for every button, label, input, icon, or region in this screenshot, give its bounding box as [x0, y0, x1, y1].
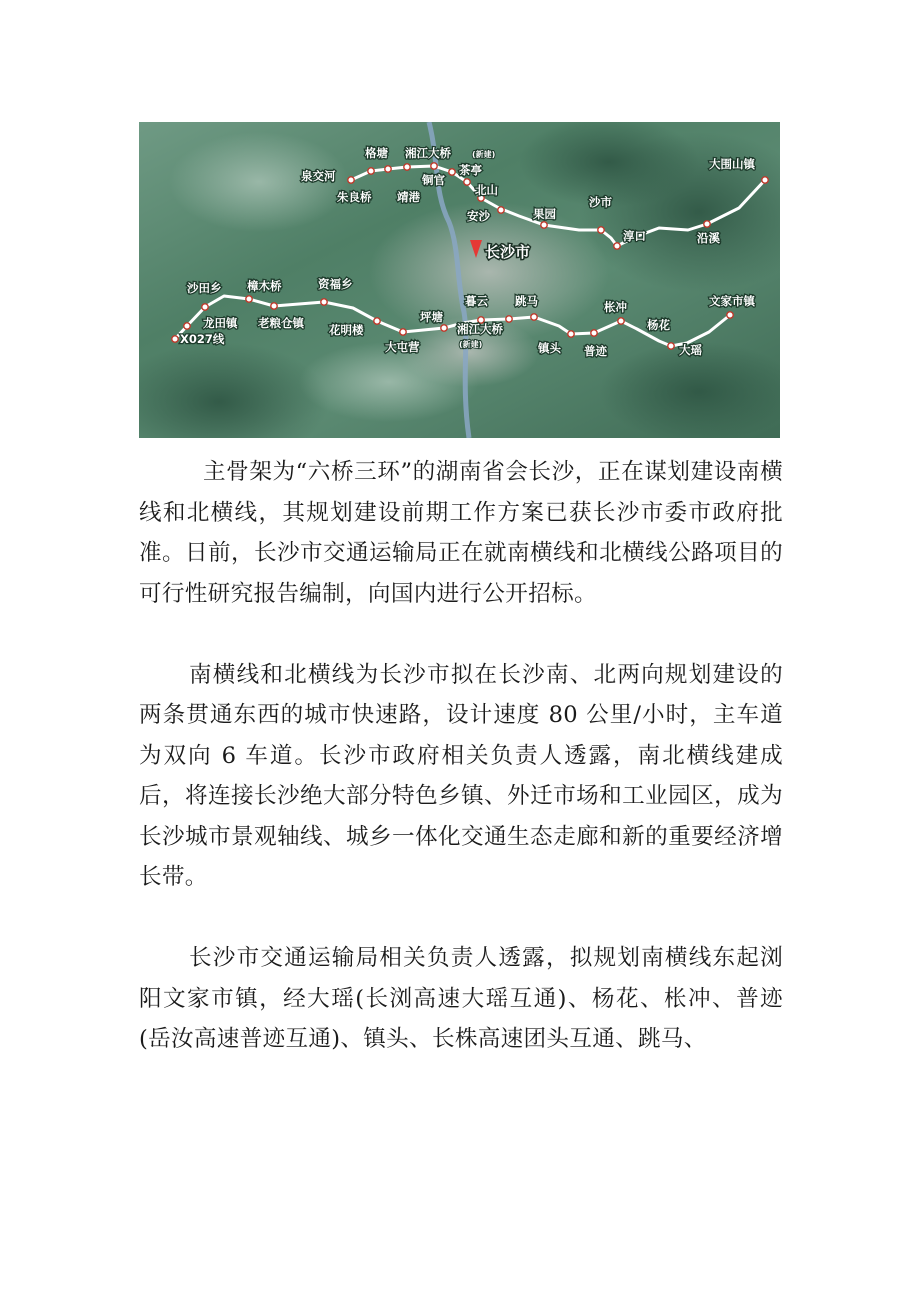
map-label-south: 龙田镇: [203, 316, 238, 330]
map-label-north: 靖港: [397, 190, 420, 204]
paragraph-spacer: [139, 614, 783, 655]
route-map-canvas: [139, 122, 780, 438]
map-label-south: 镇头: [538, 341, 561, 355]
map-label-south: 老粮仓镇: [258, 316, 304, 330]
article-body: [139, 452, 783, 1060]
map-label-south: 杨花: [647, 318, 670, 332]
map-label-south: (新建): [459, 340, 483, 349]
map-label-north: 湘江大桥: [405, 146, 451, 160]
map-label-south: X027线: [180, 332, 225, 346]
map-label-south: 樟木桥: [247, 279, 282, 293]
map-label-north: 泉交河: [301, 169, 336, 183]
map-label-north: 茶亭: [459, 163, 482, 177]
article-paragraph: 主骨架为“六桥三环”的湖南省会长沙，正在谋划建设南横线和北横线，其规划建设前期工作方案已获长沙市委市政府批准。日前，长沙市交通运输局正在就南横线和北横线公路项目的可行性研究报告编制，向国内进行公开招标。: [139, 459, 783, 607]
map-label-north: 北山: [475, 183, 498, 197]
map-label-south: 普迹: [584, 344, 607, 358]
map-label-north: 果园: [533, 207, 556, 221]
map-label-south: 花明楼: [329, 323, 364, 337]
map-label-south: 大瑶: [679, 343, 702, 357]
article-paragraph: 长沙市交通运输局相关负责人透露，拟规划南横线东起浏阳文家市镇，经大瑶(长浏高速大瑶互通)、杨花、枨冲、普迹(岳汝高速普迹互通)、镇头、长株高速团头互通、跳马、: [139, 945, 783, 1052]
paragraph-spacer: [139, 898, 783, 939]
map-label-north: 朱良桥: [337, 190, 372, 204]
map-label-north: 铜官: [422, 173, 445, 187]
map-label-north: (新建): [472, 150, 496, 159]
map-label-south: 沙田乡: [187, 281, 222, 295]
map-label-north: 沙市: [589, 195, 612, 209]
map-label-north: 大围山镇: [709, 157, 755, 171]
map-label-south: 跳马: [515, 294, 538, 308]
map-label-south: 资福乡: [318, 277, 353, 291]
map-label-south: 枨冲: [604, 300, 627, 314]
map-label-south: 暮云: [465, 294, 488, 308]
map-label-south: 大屯营: [385, 340, 420, 354]
map-label-north: 格塘: [365, 146, 388, 160]
map-label-north: 沿溪: [697, 231, 720, 245]
map-label-north: 淳口: [623, 229, 646, 243]
map-label-north: 安沙: [467, 209, 490, 223]
map-label-south: 坪塘: [420, 310, 443, 324]
city-label: 长沙市: [485, 243, 531, 261]
article-paragraph: 南横线和北横线为长沙市拟在长沙南、北两向规划建设的两条贯通东西的城市快速路，设计速度 80 公里/小时，主车道为双向 6 车道。长沙市政府相关负责人透露，南北横线建成后，将连接长沙绝大部分特色乡镇、外迁市场和工业园区，成为长沙城市景观轴线、城乡一体化交通生态走廊和新的重要经济增长带。: [139, 661, 783, 890]
route-map: [139, 122, 780, 438]
map-label-south: 湘江大桥: [457, 322, 503, 336]
map-label-south: 文家市镇: [709, 294, 755, 308]
